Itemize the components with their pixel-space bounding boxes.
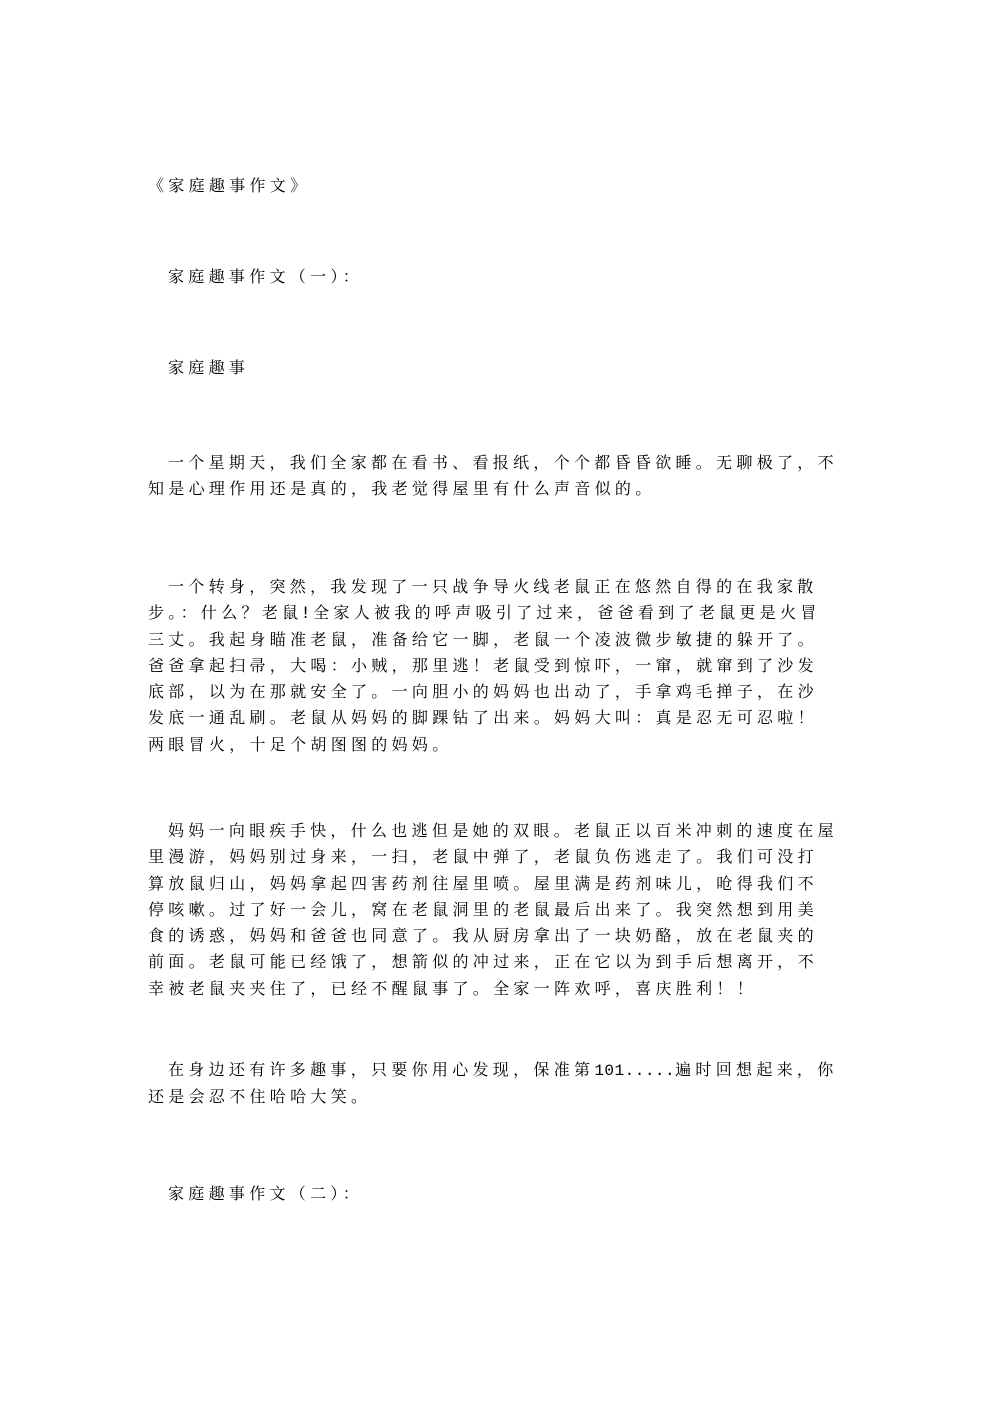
paragraph-2: 一个转身，突然，我发现了一只战争导火线老鼠正在悠然自得的在我家散步。：什么？老鼠!全家人被我的呼声吸引了过来，爸爸看到了老鼠更是火冒三丈。我起身瞄准老鼠，准备给它一脚，老鼠一个凌波微步敏捷的躲开了。爸爸拿起扫帚，大喝：小贼，那里逃！老鼠受到惊吓，一窜，就窜到了沙发底部，以为在那就安全了。一向胆小的妈妈也出动了，手拿鸡毛掸子，在沙发底一通乱刷。老鼠从妈妈的脚踝钻了出来。妈妈大叫：真是忍无可忍啦！两眼冒火，十足个胡图图的妈妈。 xyxy=(148,577,821,754)
section-2-heading: 家庭趣事作文（二）： xyxy=(168,1184,364,1203)
paragraph-3: 妈妈一向眼疾手快，什么也逃但是她的双眼。老鼠正以百米冲刺的速度在屋里漫游，妈妈别过身来，一扫，老鼠中弹了，老鼠负伤逃走了。我们可没打算放鼠归山，妈妈拿起四害药剂往屋里喷。屋里满是药剂味儿，呛得我们不停咳嗽。过了好一会儿，窝在老鼠洞里的老鼠最后出来了。我突然想到用美食的诱惑，妈妈和爸爸也同意了。我从厨房拿出了一块奶酪，放在老鼠夹的前面。老鼠可能已经饿了，想箭似的冲过来，正在它以为到手后想离开，不幸被老鼠夹夹住了，已经不醒鼠事了。全家一阵欢呼，喜庆胜利！！ xyxy=(148,821,838,998)
paragraph-4 xyxy=(148,1057,838,1111)
closing-text-before: 在身边还有许多趣事，只要你用心发现，保准第 xyxy=(168,1060,595,1079)
closing-text-after: 遍时回想起来，你还是会忍不住哈哈大笑。 xyxy=(148,1060,838,1107)
section-1-subtitle: 家庭趣事 xyxy=(168,358,250,377)
closing-number: 101..... xyxy=(594,1062,676,1080)
section-1-heading: 家庭趣事作文（一）： xyxy=(168,267,364,286)
paragraph-1: 一个星期天，我们全家都在看书、看报纸，个个都昏昏欲睡。无聊极了，不知是心理作用还是真的，我老觉得屋里有什么声音似的。 xyxy=(148,453,838,499)
document-title: 《家庭趣事作文》 xyxy=(148,176,311,195)
